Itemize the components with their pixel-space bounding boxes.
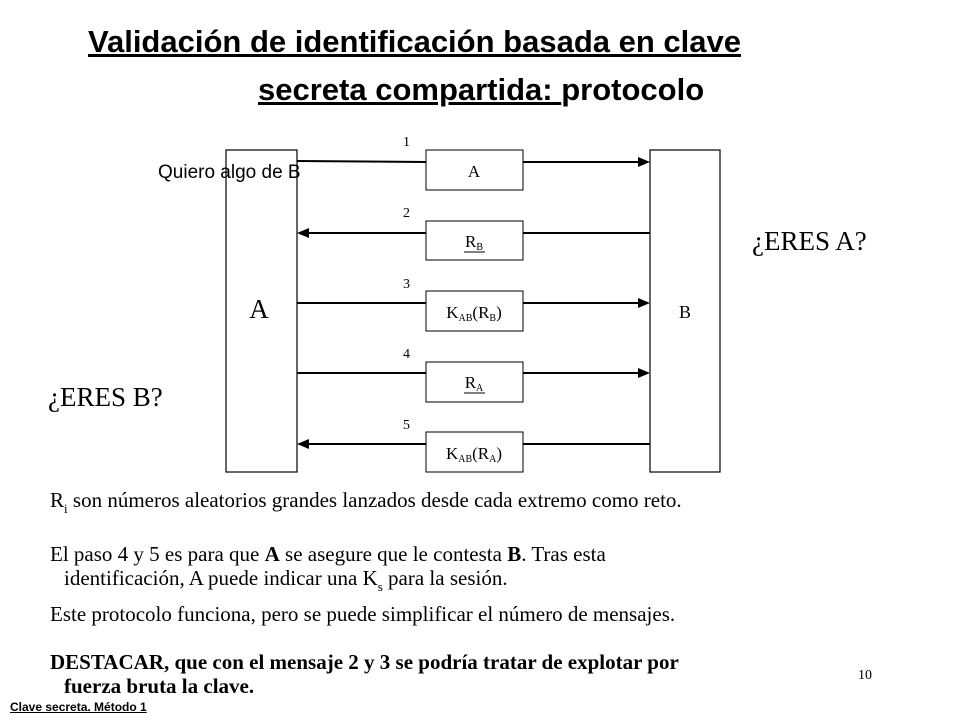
arrowhead-2 [297, 228, 309, 238]
message-label-1: A [467, 162, 481, 181]
paragraph-nonces: $R_i$ son números aleatorios grandes lanzados desde cada extremo como reto. [50, 488, 682, 516]
paragraph-simplify: Este protocolo funciona, pero se puede simplificar el número de mensajes. [50, 602, 676, 626]
paragraph-highlight: DESTACAR, que con el mensaje 2 y 3 se podría tratar de explotar por fuerza bruta la clave. [50, 650, 679, 698]
message-label-3: KAB(RB) [446, 303, 502, 324]
step-number-2: 2 [403, 206, 410, 221]
message-label-4: RA [464, 373, 484, 394]
step-number-1: 1 [403, 135, 410, 150]
step-number-4: 4 [403, 347, 410, 362]
arrowhead-1 [638, 157, 650, 167]
message-label-2: RB [464, 232, 484, 253]
step-number-5: 5 [403, 418, 410, 433]
question-to-a: ¿ERES A? [752, 226, 867, 256]
paragraph-steps-4-5: El paso 4 y 5 es para que A se asegure que le contesta B. Tras esta identificación, A puede indicar una $K_s$ para la sesión. [50, 542, 606, 594]
message-label-5: KAB(RA) [445, 444, 503, 465]
title-line-1: Validación de identificación basada en clave [88, 24, 741, 59]
arrow-1-left [297, 161, 426, 162]
question-to-b: ¿ERES B? [48, 382, 163, 412]
party-a-label: A [249, 294, 269, 324]
page-number: 10 [858, 668, 872, 683]
request-note: Quiero algo de B [158, 162, 301, 183]
arrowhead-5 [297, 439, 309, 449]
party-b-label: B [678, 302, 692, 322]
footer-label: Clave secreta. Método 1 [10, 700, 147, 714]
title-line-2-rest: protocolo [561, 72, 705, 107]
step-number-3: 3 [403, 277, 410, 292]
arrowhead-4 [638, 368, 650, 378]
title-line-2-underlined: secreta compartida: [258, 72, 562, 107]
arrowhead-3 [638, 298, 650, 308]
